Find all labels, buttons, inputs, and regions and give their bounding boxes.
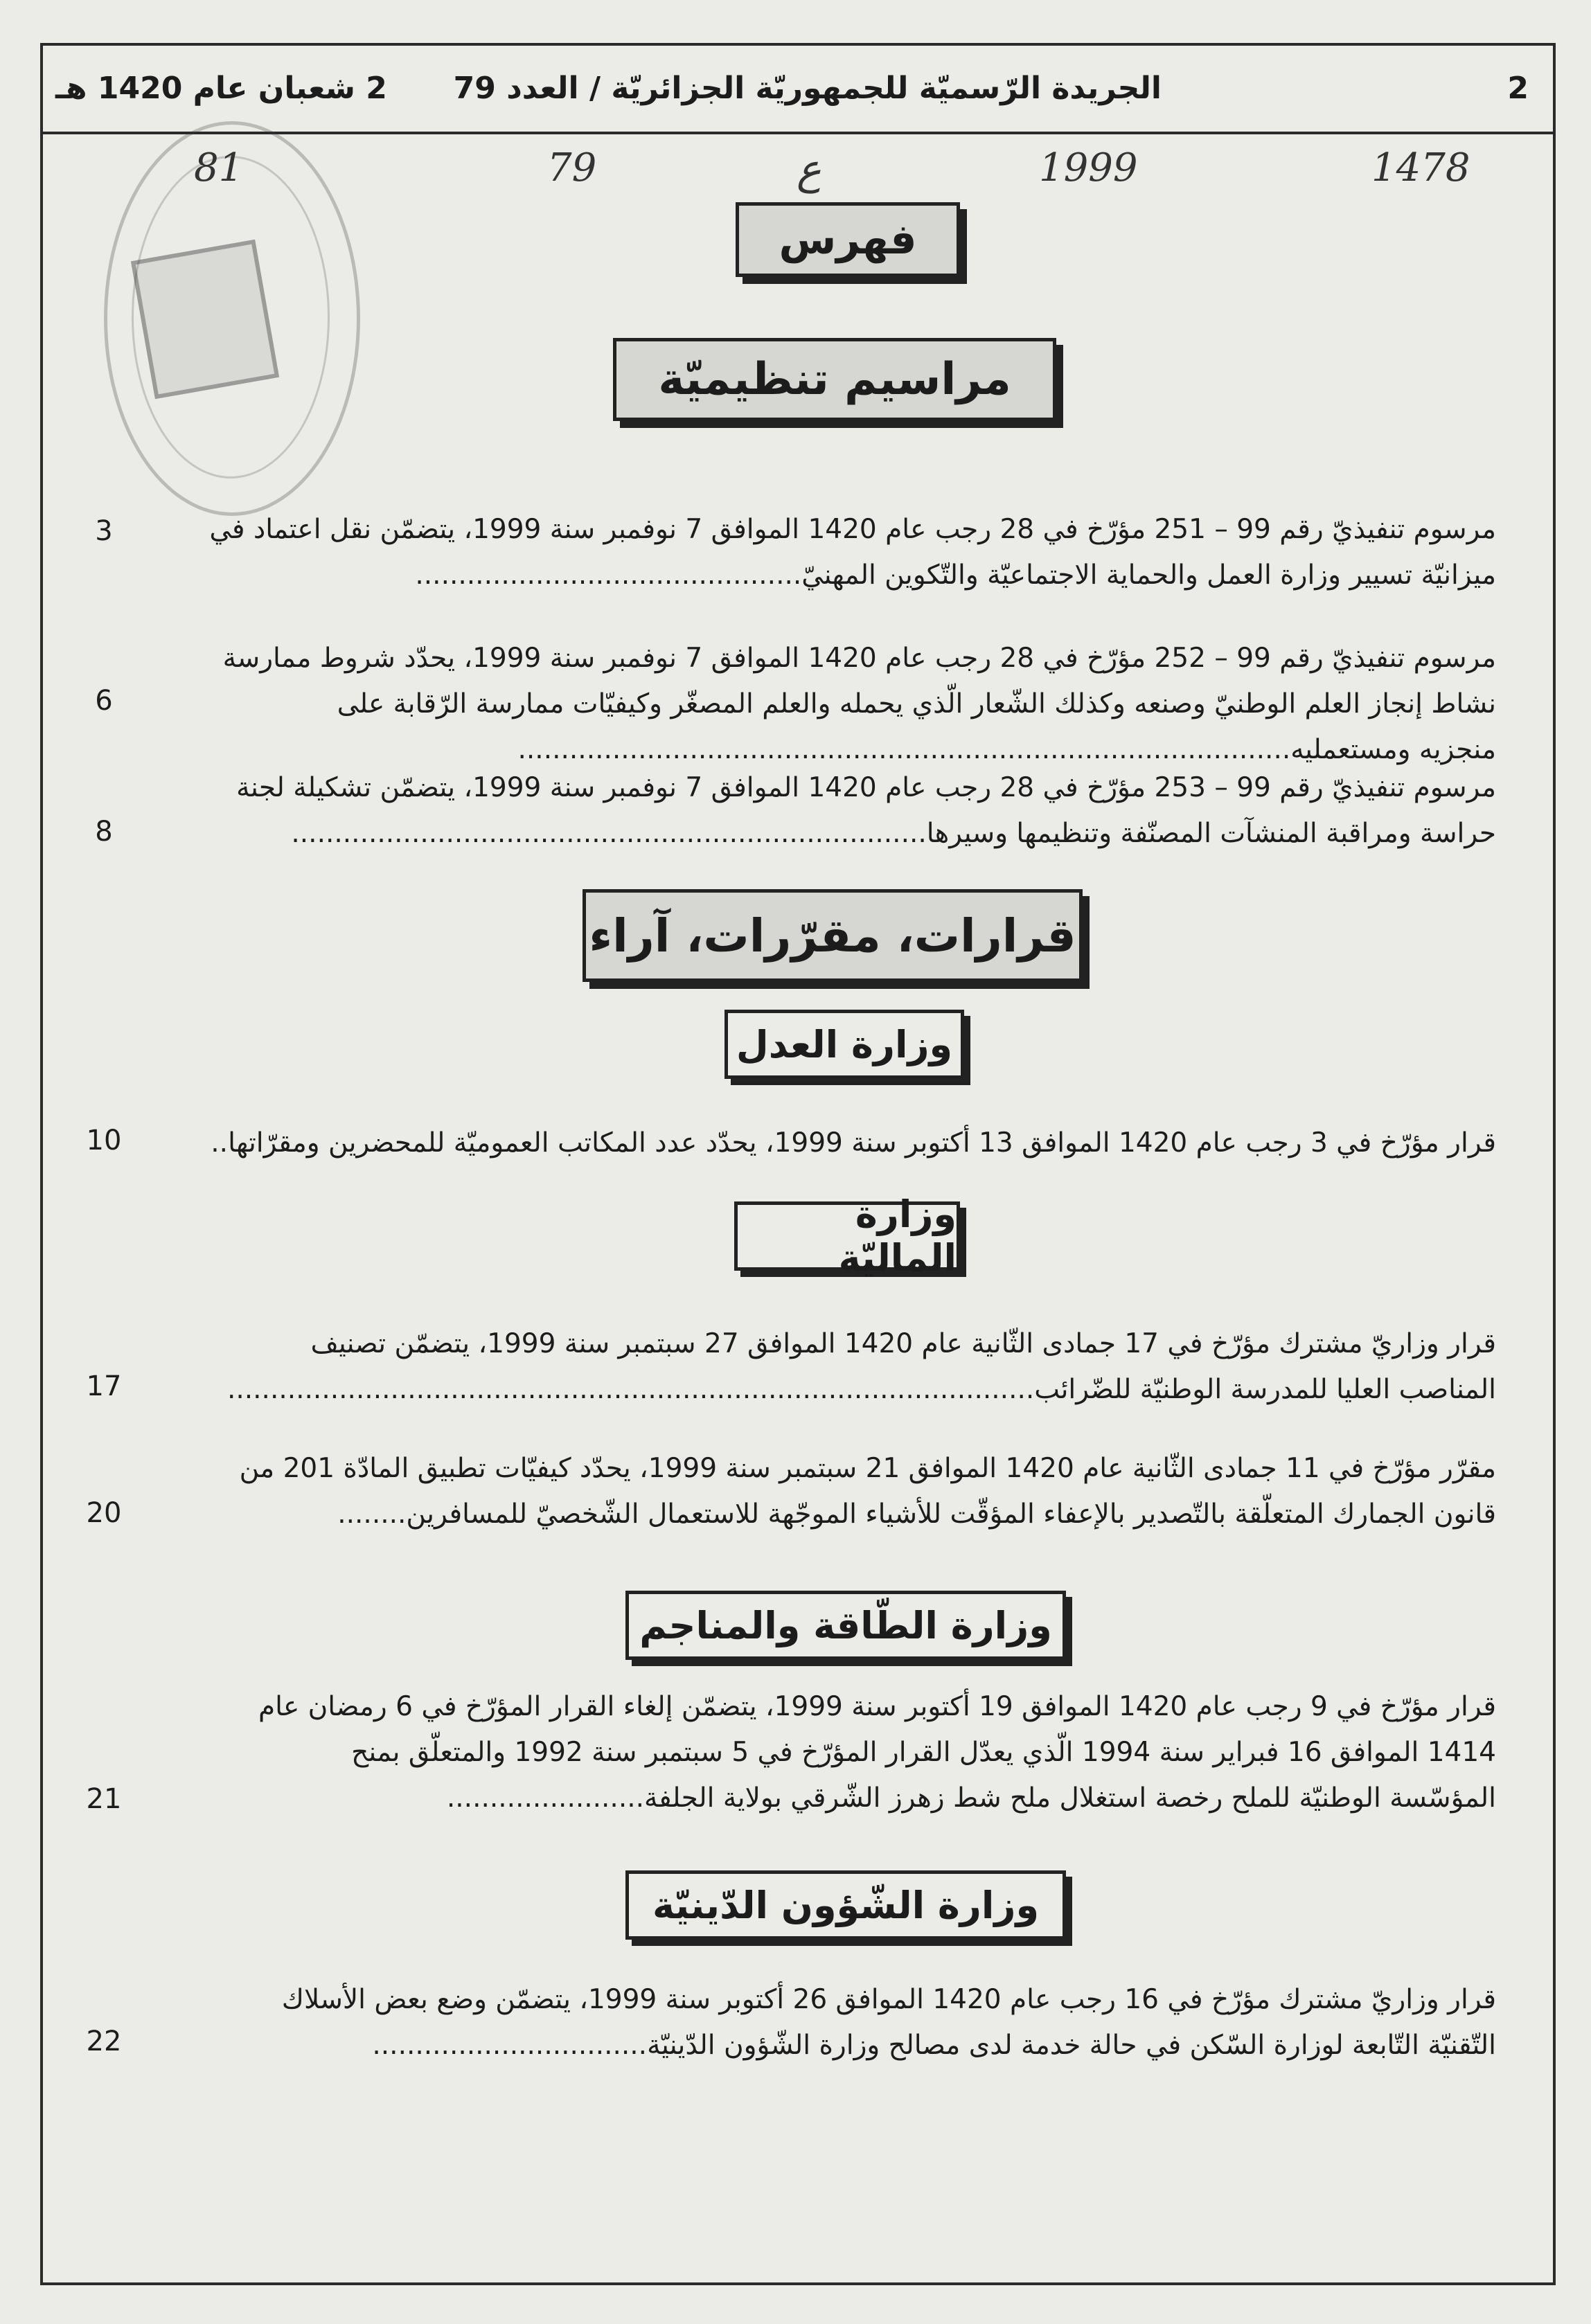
toc-title: فهرس bbox=[736, 202, 960, 277]
ministry-title-religious-affairs: وزارة الشّؤون الدّينيّة bbox=[625, 1870, 1066, 1940]
entry-text: قرار وزاريّ مشترك مؤرّخ في 17 جمادى الثّانية عام 1420 الموافق 27 سبتمبر سنة 1999، يتضمّن تصنيف bbox=[310, 1328, 1496, 1359]
entry-text-continued: حراسة ومراقبة المنشآت المصنّفة وتنظيمها وسيرها.......................................................................... bbox=[291, 818, 1496, 849]
entry-text-continued: 1414 الموافق 16 فبراير سنة 1994 الّذي يعدّل القرار المؤرّخ في 5 سبتمبر سنة 1992 والمتعلّق بمنح bbox=[351, 1737, 1496, 1768]
page-number: 2 bbox=[1507, 70, 1529, 106]
toc-entry[interactable] bbox=[166, 636, 1496, 773]
handwritten-annotation: 1999 bbox=[1039, 145, 1138, 190]
handwritten-annotation: 79 bbox=[547, 145, 597, 190]
toc-entry[interactable] bbox=[166, 765, 1496, 857]
page-reference[interactable]: 22 bbox=[86, 2026, 122, 2057]
entry-text: قرار مؤرّخ في 3 رجب عام 1420 الموافق 13 أكتوبر سنة 1999، يحدّد عدد المكاتب العموميّة للمحضرين ومقرّاتها.. bbox=[211, 1127, 1496, 1159]
page-reference[interactable]: 10 bbox=[86, 1125, 122, 1156]
handwritten-annotation: ع bbox=[797, 145, 821, 194]
entry-text-continued: منجزيه ومستعمليه.......................................................................................... bbox=[517, 734, 1496, 765]
entry-text-continued: المناصب العليا للمدرسة الوطنيّة للضّرائب.............................................................................................. bbox=[226, 1374, 1496, 1405]
ministry-title-finance: وزارة الماليّة bbox=[734, 1201, 960, 1271]
entry-text-continued: نشاط إنجاز العلم الوطنيّ وصنعه وكذلك الشّعار الّذي يحمله والعلم المصغّر وكيفيّات ممارسة الرّقابة على bbox=[337, 688, 1496, 719]
issue-date: 2 شعبان عام 1420 هـ bbox=[55, 70, 387, 106]
entry-text-continued: التّقنيّة التّابعة لوزارة السّكن في حالة خدمة لدى مصالح وزارة الشّؤون الدّينيّة................................ bbox=[372, 2030, 1496, 2061]
journal-title: الجريدة الرّسميّة للجمهوريّة الجزائريّة / العدد 79 bbox=[453, 70, 1162, 106]
toc-entry[interactable] bbox=[166, 1446, 1496, 1537]
toc-entry[interactable] bbox=[166, 1120, 1496, 1166]
page-reference[interactable]: 17 bbox=[86, 1370, 122, 1402]
page-reference[interactable]: 8 bbox=[95, 816, 113, 848]
toc-entry[interactable] bbox=[166, 1684, 1496, 1821]
section-title-regulatory-decrees: مراسيم تنظيميّة bbox=[613, 338, 1056, 421]
ministry-title-energy-mines: وزارة الطّاقة والمناجم bbox=[625, 1591, 1066, 1660]
ministry-title-justice: وزارة العدل bbox=[725, 1010, 964, 1079]
page-reference[interactable]: 6 bbox=[95, 685, 113, 717]
toc-entry[interactable] bbox=[166, 1321, 1496, 1413]
entry-text-continued: المؤسّسة الوطنيّة للملح رخصة استغلال ملح شط زهرز الشّرقي بولاية الجلفة....................... bbox=[446, 1782, 1496, 1814]
page-reference[interactable]: 20 bbox=[86, 1497, 122, 1529]
entry-text-continued: ميزانيّة تسيير وزارة العمل والحماية الاجتماعيّة والتّكوين المهنيّ............................................. bbox=[415, 560, 1496, 591]
entry-text: مرسوم تنفيذيّ رقم 99 – 253 مؤرّخ في 28 رجب عام 1420 الموافق 7 نوفمبر سنة 1999، يتضمّن تشكيلة لجنة bbox=[236, 772, 1496, 803]
toc-entry[interactable] bbox=[166, 1977, 1496, 2068]
toc-entry[interactable] bbox=[166, 507, 1496, 598]
section-title-decisions: قرارات، مقرّرات، آراء bbox=[583, 889, 1083, 982]
entry-text: مقرّر مؤرّخ في 11 جمادى الثّانية عام 1420 الموافق 21 سبتمبر سنة 1999، يحدّد كيفيّات تطبيق المادّة 201 من bbox=[239, 1453, 1496, 1484]
entry-text: قرار مؤرّخ في 9 رجب عام 1420 الموافق 19 أكتوبر سنة 1999، يتضمّن إلغاء القرار المؤرّخ في 6 رمضان عام bbox=[258, 1691, 1496, 1722]
entry-text: مرسوم تنفيذيّ رقم 99 – 252 مؤرّخ في 28 رجب عام 1420 الموافق 7 نوفمبر سنة 1999، يحدّد شروط ممارسة bbox=[222, 643, 1496, 674]
square-stamp bbox=[131, 240, 279, 400]
page-reference[interactable]: 3 bbox=[95, 515, 113, 547]
entry-text: قرار وزاريّ مشترك مؤرّخ في 16 رجب عام 1420 الموافق 26 أكتوبر سنة 1999، يتضمّن وضع بعض الأسلاك bbox=[281, 1984, 1496, 2015]
handwritten-annotation: 1478 bbox=[1371, 145, 1470, 190]
entry-text: مرسوم تنفيذيّ رقم 99 – 251 مؤرّخ في 28 رجب عام 1420 الموافق 7 نوفمبر سنة 1999، يتضمّن نقل اعتماد في bbox=[209, 514, 1496, 545]
page-reference[interactable]: 21 bbox=[86, 1783, 122, 1815]
entry-text-continued: قانون الجمارك المتعلّقة بالتّصدير بالإعفاء المؤقّت للأشياء الموجّهة للاستعمال الشّخصيّ للمسافرين........ bbox=[337, 1499, 1496, 1530]
handwritten-annotation: 81 bbox=[194, 145, 244, 190]
